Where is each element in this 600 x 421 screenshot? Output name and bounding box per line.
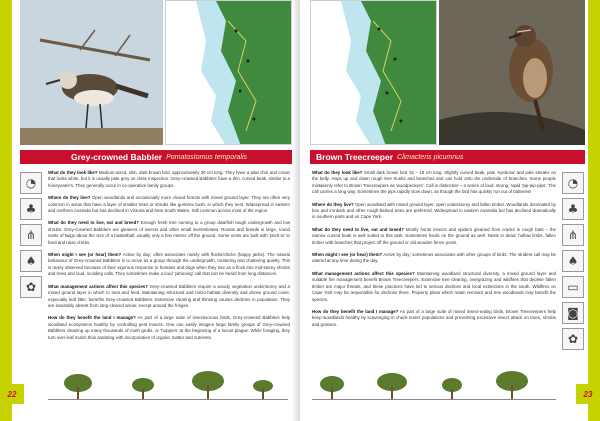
woodland-footer-illustration — [312, 367, 556, 403]
question-heading: How do they benefit the land I manage? — [312, 308, 399, 314]
nest-icon: ◔ — [20, 172, 42, 194]
grass-icon: ⋔ — [20, 224, 42, 246]
paragraph-appearance — [48, 170, 290, 189]
paragraph-needs — [48, 220, 290, 246]
species-common-name: Brown Treecreeper — [316, 152, 394, 162]
treecreeper-distribution-map — [310, 0, 437, 145]
answer-text: Small dark brown bird 15 – 18 cm long. Slightly curved beak, pale 'eyebrow' and pale streaks on the belly. Hops up and down rough tree trunks and branches and can hold onto the underside of branches. Some people mistakenly refer to Brown Treecreepers as 'woodpeckers'. Call is distinctive – a series of loud, strong, rapid 'pip-pip-pips'. The call carries a long way. Sometimes the pips rapidly slow down, as though the bird has quickly run out of batteries! — [312, 170, 556, 195]
paragraph-management — [312, 271, 556, 303]
answer-text: Open woodlands and occasionally more closed forests with mixed ground layer. They are often very common in areas that have a layer of smaller trees or shrubs like gumtree bush, in which they nest. Widespread in eastern and northern Australia but has declined in Victoria and New South Wales. Still common across most of the region. — [48, 195, 291, 214]
paragraph-benefit — [312, 309, 556, 328]
nest-icon: ◔ — [562, 172, 584, 194]
right-photo-row — [310, 0, 585, 145]
answer-text: As part of a large suite of mixed insect-eating birds, Brown Treecreepers help keep woodlands healthy by scavenging in check insect populations and preventing excessive insect attack on trees, shrubs and grasses. — [312, 308, 556, 327]
question-heading: What management actions affect this species? — [48, 283, 148, 289]
paragraph-needs — [312, 227, 556, 246]
species-title-bar — [310, 150, 585, 164]
answer-text: Active by day; sometimes associates with other groups of birds. The strident call may be uttered at any time during the day. — [312, 252, 556, 264]
question-heading: How do they benefit the land I manage? — [48, 315, 136, 321]
tree-icon: ♣ — [562, 198, 584, 220]
species-scientific-name: Pomatostomus temporalis — [166, 153, 248, 161]
habitat-icon-column — [562, 172, 586, 350]
question-heading: Where do they live? — [48, 195, 91, 201]
grass-icon: ⋔ — [562, 224, 584, 246]
question-heading: When might I see (or hear) them? — [312, 252, 383, 258]
species-description — [312, 170, 556, 334]
paragraph-habitat — [312, 202, 556, 221]
question-heading: What do they need to live, eat and breed? — [48, 220, 139, 226]
hollow-icon: ◙ — [562, 302, 584, 324]
shrub-icon: ✿ — [20, 276, 42, 298]
woodland-icon: ♠ — [20, 250, 42, 272]
species-description — [48, 170, 290, 347]
paragraph-sightings — [48, 252, 290, 278]
woodland-footer-illustration — [48, 367, 288, 403]
woodland-icon: ♠ — [562, 250, 584, 272]
page-number: 23 — [576, 384, 600, 404]
paragraph-habitat — [48, 195, 290, 214]
right-edge-bar — [588, 0, 600, 421]
question-heading: What management actions affect this species? — [312, 270, 415, 276]
question-heading: What do they look like? — [312, 170, 363, 175]
right-page — [300, 0, 600, 421]
left-edge-bar — [0, 0, 12, 421]
question-heading: What do they need to live, eat and breed? — [312, 226, 404, 232]
left-photo-row — [20, 0, 292, 145]
babbler-distribution-map — [165, 0, 292, 145]
species-common-name: Grey-crowned Babbler — [70, 152, 163, 162]
question-heading: When might I see (or hear) them? — [48, 252, 122, 258]
answer-text: As part of a large suite of insectivorous birds, Grey-crowned Babblers help woodland ecosystems healthy by controlling pest insects. One can easily imagine large family groups of Grey-crowned Babblers cleaning up many thousands of moth grubs, or 'hoppers' at the beginning of a locust plague. While foraging, they turn over leaf mulch thus assisting with incorporation of organic matter and nutrients. — [48, 315, 291, 340]
map-illustration — [311, 1, 437, 145]
answer-text: Active by day; often associates noisily with flocks/chicks (happy jacks). The natural behaviour of Grey-crowned Babblers is to move as a group through the undergrowth, muttering and chattering quietly. This is rarely observed because of their vigorous response to humans and dogs when they rise as a flock into mid-storey shrubs and trees and loud, scolding calls. They sometimes make a loud 'yahooing' call that can be heard from long distances. — [48, 252, 290, 277]
shrub-icon: ✿ — [562, 328, 584, 350]
treecreeper-illustration — [439, 0, 585, 145]
question-heading: Where do they live? — [312, 201, 354, 207]
tree-icon: ♣ — [20, 198, 42, 220]
grey-crowned-babbler-photo — [20, 0, 163, 145]
paragraph-management — [48, 284, 290, 310]
answer-text: Open woodland with mixed ground layer, open understorey and fallen timber. Woodlands dominated by box and ironbark and other rough-barked trees are preferred. Widespread in eastern Australia but has declined dramatically in southern parts and on Cape York. — [312, 201, 556, 220]
paragraph-appearance — [312, 170, 556, 196]
answer-text: Enough fresh tree nursing to a group dwarfish tough undergrowth and low shrubs. Grey-crowned Babblers are gleaners of insects and other small invertebrates. Roosts and breeds in large, round nests of twigs about the size of a basketball, usually only a few metres off the ground. Some nests are built with 'pitch-in' to feed and raise chicks. — [48, 220, 290, 245]
map-illustration — [166, 1, 292, 145]
paragraph-sightings — [312, 252, 556, 265]
log-icon: ▭ — [562, 276, 584, 298]
habitat-icon-column — [20, 172, 44, 298]
answer-text: Medium-sized, slim, dark brown bird, approximately 30 cm long. They have a pale chin and crown that looks white, but it is usually pale grey on close inspection. Grey-crowned Babblers have a thin, curved beak, similar to a honeyeater's. They generally occur in co-operative family groups. — [48, 170, 290, 188]
species-scientific-name: Climacteris picumnus — [397, 153, 464, 161]
page-number: 22 — [0, 384, 24, 404]
answer-text: Mostly hunts insects and spiders gleaned from cracks in rough bark – the narrow curved beak is well suited to this task. Sometimes feeds on the ground as well. Nests in dead, hollow limbs, fallen timber with branches that project off the ground or old wooden fence posts. — [312, 226, 556, 245]
brown-treecreeper-photo — [439, 0, 585, 145]
paragraph-benefit — [48, 315, 290, 341]
answer-text: Grey-crowned Babblers require a woody vegetation understorey and a mixed ground layer in which to nest and feed. Maintaining structural and micro-habitat diversity and dense ground cover, especially leaf litter, benefits Grey-crowned Babblers. Extensive clearing and thinning causes declines in population. They are invariably absent from long-cleared areas, except around the fringes. — [48, 283, 290, 308]
babbler-illustration — [20, 0, 163, 145]
answer-text: Maintaining woodland structural diversity, a mixed ground layer and suitable fire management benefit Brown Treecreepers. Extensive tree clearing, overgrazing and wildfires that deplete fallen timber are major threats, and these practices have led to serious declines and local extinctions in the south. Wildfires on Cape York may be responsible for declines there. Property plans which retain remnant and tree woodlands may benefit the species. — [312, 270, 556, 302]
question-heading: What do they look like? — [48, 170, 98, 175]
species-title-bar — [20, 150, 292, 164]
